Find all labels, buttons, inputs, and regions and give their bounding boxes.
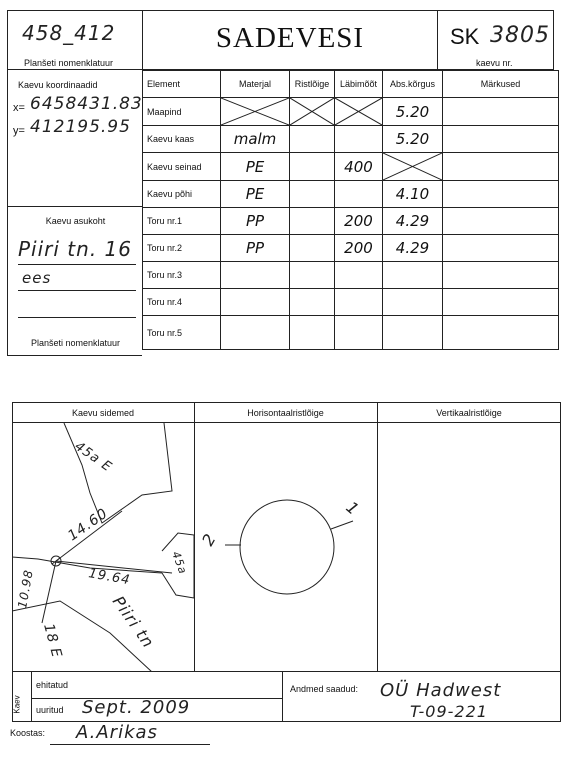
row-height <box>383 289 443 316</box>
table-row <box>143 316 559 350</box>
footer-built-label: ehitatud <box>36 680 69 690</box>
header-cross: Ristlõige <box>290 71 335 98</box>
row-notes <box>443 208 559 235</box>
table-row <box>143 126 559 153</box>
tie-line-3 <box>42 561 56 623</box>
row-notes <box>443 153 559 181</box>
y-value: 412195.95 <box>30 117 131 137</box>
location-rule1 <box>18 264 136 265</box>
sketch-distance-3: 10.98 <box>15 568 36 610</box>
nomenclature-label: Planšeti nomenklatuur <box>24 58 114 68</box>
nomenclature-footer-label: Planšeti nomenklatuur <box>30 338 121 348</box>
footer-data-from-value2: T-09-221 <box>410 702 488 721</box>
row-height: 4.29 <box>383 235 443 262</box>
ties-heading: Kaevu sidemed <box>71 408 135 418</box>
row-notes <box>443 316 559 350</box>
row-height: 4.29 <box>383 208 443 235</box>
footer-surveyed-value: Sept. 2009 <box>82 697 191 718</box>
location-rule3 <box>18 317 136 318</box>
row-material: PP <box>221 208 290 235</box>
row-material: PE <box>221 153 290 181</box>
well-number-box <box>438 10 554 70</box>
cross-mark <box>383 153 442 180</box>
row-diameter-crossed <box>335 98 383 126</box>
row-height: 5.20 <box>383 98 443 126</box>
row-element: Kaevu põhi <box>143 181 221 208</box>
x-value: 6458431.83 <box>30 94 143 114</box>
pipe-2-label: 2 <box>198 529 221 549</box>
row-height <box>383 262 443 289</box>
table-row <box>143 181 559 208</box>
y-prefix: y= <box>13 125 25 137</box>
table-header-row <box>143 71 559 98</box>
footer-kaev-divider <box>31 672 32 722</box>
x-prefix: x= <box>13 102 25 114</box>
row-notes <box>443 235 559 262</box>
row-material: malm <box>221 126 290 153</box>
row-material: PP <box>221 235 290 262</box>
well-number-label: kaevu nr. <box>476 58 513 68</box>
footer-mid-divider <box>282 672 283 722</box>
title-box <box>142 10 438 70</box>
table-row <box>143 235 559 262</box>
well-number-value: 3805 <box>490 23 550 48</box>
sketch-building-label-3: 18 E <box>40 621 65 660</box>
elements-table <box>142 70 559 350</box>
footer-kaev-label: Kaev <box>12 695 22 714</box>
row-cross <box>290 316 335 350</box>
row-diameter <box>335 126 383 153</box>
row-diameter <box>335 316 383 350</box>
row-notes <box>443 181 559 208</box>
table-row <box>143 98 559 126</box>
page-title: SADEVESI <box>215 22 365 54</box>
location-line1: Piiri tn. 16 <box>18 237 132 261</box>
row-cross <box>290 181 335 208</box>
row-diameter <box>335 262 383 289</box>
table-row <box>143 262 559 289</box>
row-material-crossed <box>221 98 290 126</box>
row-diameter <box>335 181 383 208</box>
footer-compiled-rule <box>50 744 210 745</box>
well-number-prefix: SK <box>450 24 480 49</box>
row-notes <box>443 262 559 289</box>
footer-data-from-label: Andmed saadud: <box>290 684 359 694</box>
row-material <box>221 289 290 316</box>
row-element: Maapind <box>143 98 221 126</box>
cross-mark <box>290 98 334 125</box>
coordinates-box <box>7 70 142 206</box>
table-row <box>143 153 559 181</box>
location-label: Kaevu asukoht <box>45 216 106 226</box>
sketch-distance-1: 14.60 <box>65 505 112 545</box>
pipe-1-label: 1 <box>342 497 364 520</box>
location-box <box>7 206 142 356</box>
row-element: Kaevu seinad <box>143 153 221 181</box>
row-height: 4.10 <box>383 181 443 208</box>
nomenclature-value: 458_412 <box>22 21 116 45</box>
table-row <box>143 289 559 316</box>
row-element: Toru nr.2 <box>143 235 221 262</box>
nomenclature-box <box>7 10 142 70</box>
row-element: Toru nr.5 <box>143 316 221 350</box>
row-height: 5.20 <box>383 126 443 153</box>
row-cross <box>290 235 335 262</box>
header-height: Abs.kõrgus <box>383 71 443 98</box>
horizontal-heading: Horisontaalristlõige <box>247 408 324 418</box>
footer-surveyed-label: uuritud <box>36 705 64 715</box>
sketch-distance-2: 19.64 <box>87 566 132 589</box>
row-material <box>221 262 290 289</box>
horizontal-section <box>195 423 377 672</box>
footer-data-from-value1: OÜ Hadwest <box>380 680 502 701</box>
footer-compiled-value: A.Arikas <box>76 722 158 743</box>
sketch-street-label: Piiri tn <box>108 592 159 652</box>
row-cross <box>290 126 335 153</box>
sketch-building-label-2: 45a <box>169 549 190 577</box>
row-cross-crossed <box>290 98 335 126</box>
row-height-crossed <box>383 153 443 181</box>
well-circle <box>240 500 334 594</box>
location-rule2 <box>18 290 136 291</box>
header-element: Element <box>143 71 221 98</box>
row-material <box>221 316 290 350</box>
row-cross <box>290 289 335 316</box>
cross-mark <box>335 98 382 125</box>
sketch-building-label-1: 45a E <box>71 438 115 476</box>
row-notes <box>443 126 559 153</box>
row-element: Kaevu kaas <box>143 126 221 153</box>
table-row <box>143 208 559 235</box>
row-height <box>383 316 443 350</box>
row-notes <box>443 98 559 126</box>
row-element: Toru nr.4 <box>143 289 221 316</box>
header-diameter: Läbimõõt <box>335 71 383 98</box>
footer-compiled-label: Koostas: <box>10 728 46 738</box>
sketch-divider-2 <box>377 402 378 672</box>
location-line2: ees <box>22 269 52 287</box>
row-diameter <box>335 289 383 316</box>
row-cross <box>290 262 335 289</box>
row-diameter: 400 <box>335 153 383 181</box>
row-diameter: 200 <box>335 235 383 262</box>
row-cross <box>290 208 335 235</box>
pipe-1-line <box>331 521 353 529</box>
ties-sketch <box>12 423 194 672</box>
row-element: Toru nr.3 <box>143 262 221 289</box>
row-material: PE <box>221 181 290 208</box>
row-notes <box>443 289 559 316</box>
row-element: Toru nr.1 <box>143 208 221 235</box>
vertical-heading: Vertikaalristlõige <box>436 408 502 418</box>
header-notes: Märkused <box>443 71 559 98</box>
header-material: Materjal <box>221 71 290 98</box>
coordinates-label: Kaevu koordinaadid <box>18 80 98 90</box>
row-diameter: 200 <box>335 208 383 235</box>
row-cross <box>290 153 335 181</box>
cross-mark <box>221 98 289 125</box>
